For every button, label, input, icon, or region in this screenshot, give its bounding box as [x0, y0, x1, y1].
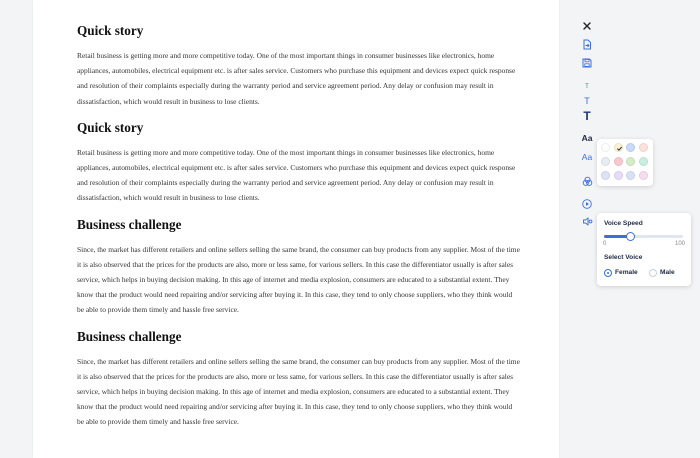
section-heading: Business challenge	[77, 216, 182, 232]
close-button[interactable]	[577, 18, 597, 34]
color-swatch[interactable]	[626, 157, 635, 166]
voice-speed-min: 0	[603, 241, 607, 247]
voice-settings-panel	[597, 213, 691, 286]
document-page	[33, 0, 559, 458]
section-heading: Quick story	[77, 119, 144, 135]
export-button[interactable]	[577, 36, 597, 52]
color-swatch[interactable]	[639, 171, 648, 180]
color-palette-popover	[597, 139, 653, 186]
speaker-settings-icon	[582, 216, 593, 227]
select-voice-label: Select Voice	[604, 254, 643, 261]
section-business-challenge-1	[77, 216, 521, 318]
text-size-large-button[interactable]	[577, 108, 597, 124]
voice-female-label[interactable]: Female	[615, 269, 638, 276]
play-icon	[582, 199, 592, 209]
save-icon	[582, 58, 592, 68]
color-swatch[interactable]	[626, 171, 635, 180]
background-color-button[interactable]	[577, 173, 597, 189]
color-swatch[interactable]	[614, 171, 623, 180]
font-style-dark-button[interactable]	[577, 130, 597, 146]
color-swatch[interactable]	[601, 143, 610, 152]
color-swatch[interactable]	[639, 157, 648, 166]
section-paragraph: Since, the market has different retailers and online sellers selling the same brand, the consumer can buy products from any supplier. Most of the time it is also observed that the prices for the products are also, more or less same, for various sellers. In this case the differentiator usually is after sales service, which helps in buying decision making. In this age of internet and media explosion, consumers are educated to a substantial extent. They know that the product would need repairing and/or servicing after buying it. In this case, they tend to only choose suppliers, who they think would be able to provide them timely and hassle free service.	[77, 356, 520, 427]
font-aa-icon: Aa	[581, 151, 593, 162]
section-heading: Quick story	[77, 23, 144, 38]
section-paragraph: Retail business is getting more and more competitive today. One of the most important things in consumer businesses like electronics, home appliances, automobiles, electrical equipment etc. is after sales service. Customers who purchase this equipment and devices expect quick response and resolution of their complaints especially during the warranty period and service agreement period. Any delay or confusion may result in dissatisfaction, which would result in business to lose clients.	[77, 147, 516, 203]
color-swatch[interactable]	[601, 171, 610, 180]
close-icon	[583, 22, 591, 30]
section-heading: Business challenge	[77, 328, 182, 344]
play-button[interactable]	[577, 196, 597, 212]
color-swatch[interactable]	[639, 143, 648, 152]
check-icon	[615, 144, 624, 153]
text-size-medium-button[interactable]	[577, 93, 597, 109]
section-business-challenge-2	[77, 328, 521, 430]
font-style-light-button[interactable]	[577, 149, 597, 165]
save-button[interactable]	[577, 55, 597, 71]
section-quick-story-2	[77, 119, 521, 206]
voice-speed-handle[interactable]	[626, 232, 635, 241]
voice-male-label[interactable]: Male	[660, 269, 675, 276]
voice-speed-label: Voice Speed	[604, 220, 643, 227]
voice-male-radio[interactable]	[649, 269, 657, 277]
section-quick-story-1	[77, 22, 521, 109]
voice-speed-max: 100	[674, 241, 685, 247]
voice-female-radio[interactable]	[604, 269, 612, 277]
file-export-icon	[582, 39, 592, 50]
color-swatch[interactable]	[614, 143, 623, 152]
text-size-medium-icon: T	[584, 95, 590, 106]
color-swatch[interactable]	[601, 157, 610, 166]
section-paragraph: Since, the market has different retailers and online sellers selling the same brand, the consumer can buy products from any supplier. Most of the time it is also observed that the prices for the products are also, more or less same, for various sellers. In this case the differentiator usually is after sales service, which helps in buying decision making. In this age of internet and media explosion, consumers are educated to a substantial extent. They know that the product would need repairing and/or servicing after buying it. In this case, they tend to only choose suppliers, who they think would be able to provide them timely and hassle free service.	[77, 244, 520, 315]
voice-settings-button[interactable]	[577, 213, 597, 229]
font-aa-icon: Aa	[581, 132, 593, 143]
section-paragraph: Retail business is getting more and more competitive today. One of the most important things in consumer businesses like electronics, home appliances, automobiles, electrical equipment etc. is after sales service. Customers who purchase this equipment and devices expect quick response and resolution of their complaints especially during the warranty period and service agreement period. Any delay or confusion may result in dissatisfaction, which would result in business to lose clients.	[77, 51, 516, 106]
color-swatch[interactable]	[614, 157, 623, 166]
palette-icon	[582, 176, 593, 187]
color-swatch[interactable]	[626, 143, 635, 152]
text-size-small-icon: T	[585, 84, 589, 90]
document-content	[33, 0, 521, 430]
text-size-large-icon: T	[583, 109, 591, 123]
voice-speed-slider[interactable]	[604, 235, 683, 238]
